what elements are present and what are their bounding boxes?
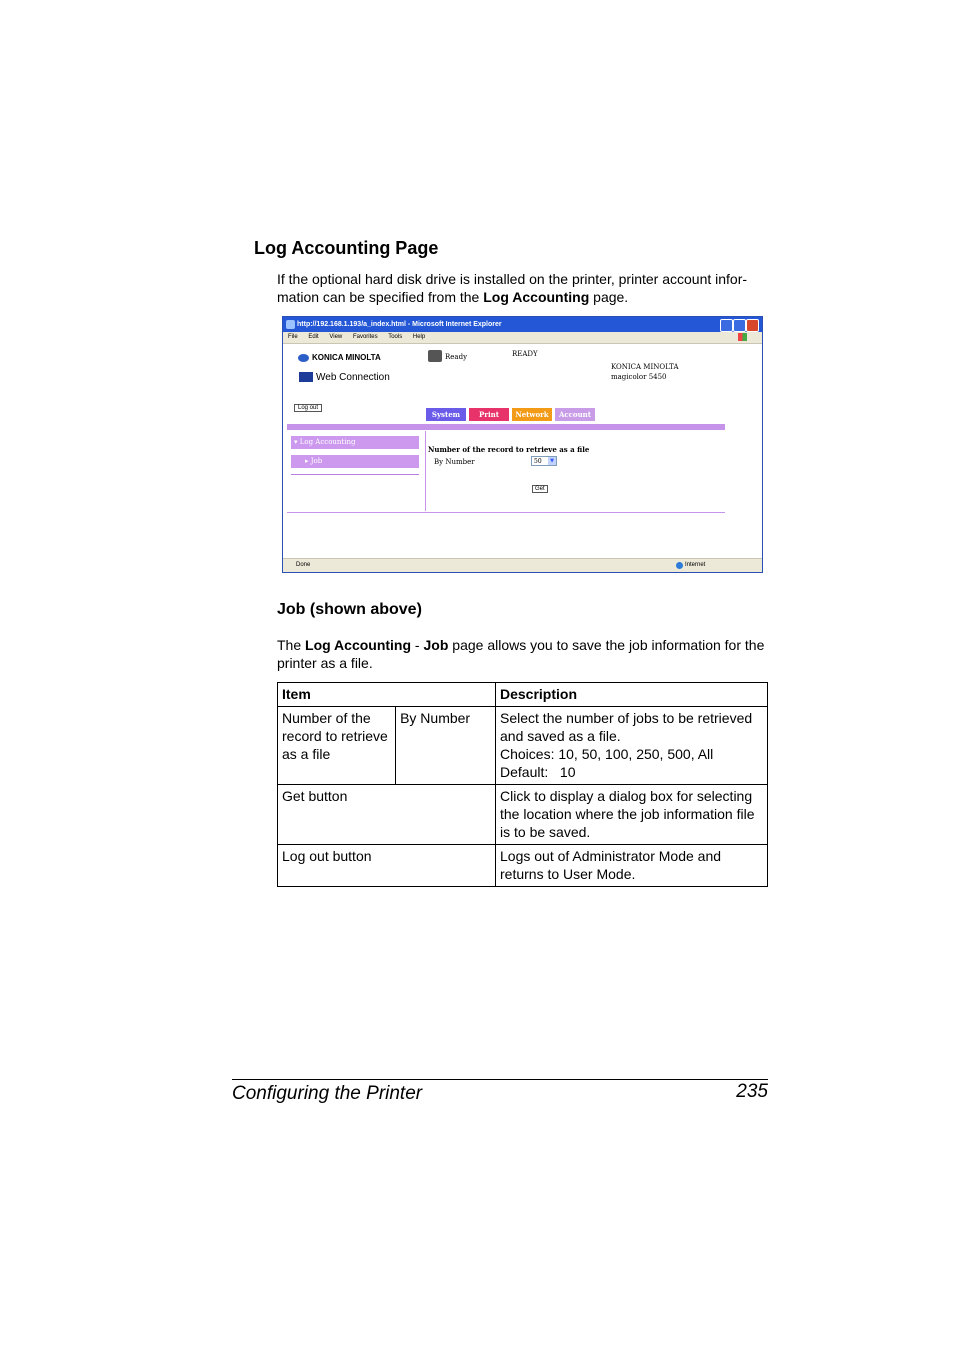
windows-flag-icon: [738, 333, 747, 341]
globe-icon: [298, 354, 309, 362]
menu-edit[interactable]: Edit: [308, 334, 319, 340]
cell-item: Get button: [278, 785, 496, 845]
tab-print[interactable]: Print: [469, 408, 509, 421]
desc-choices: Choices: 10, 50, 100, 250, 500, All: [500, 746, 714, 762]
job-paragraph: The Log Accounting - Job page allows you to save the job information for the printer as a file.: [277, 637, 765, 671]
pagescope-icon: [299, 372, 313, 382]
window-titlebar: [283, 317, 762, 332]
page-title: Log Accounting Page: [254, 238, 439, 258]
header-description: Description: [496, 683, 768, 707]
header-item: Item: [278, 683, 496, 707]
status-done: Done: [296, 562, 311, 568]
cell-item: Log out button: [278, 845, 496, 887]
browser-screenshot: [282, 316, 763, 573]
status-ready-small: Ready: [445, 353, 468, 361]
menubar: [283, 332, 762, 344]
maximize-icon[interactable]: [733, 319, 746, 332]
window-title: http://192.168.1.193/a_index.html - Microsoft Internet Explorer: [297, 321, 502, 328]
internet-zone-icon: [676, 562, 683, 569]
chevron-down-icon: ▼: [548, 457, 556, 465]
form-label: Number of the record to retrieve as a file: [428, 445, 590, 454]
get-button[interactable]: Get: [532, 485, 548, 493]
model-brand: KONICA MINOLTA: [611, 363, 679, 371]
cell-description: Logs out of Administrator Mode and returns to User Mode.: [496, 845, 768, 887]
tab-network[interactable]: Network: [512, 408, 552, 421]
status-zone: Internet: [685, 562, 706, 568]
sidebar-item-job[interactable]: ▸ Job: [291, 455, 419, 468]
cell-description: [496, 707, 768, 785]
tab-account[interactable]: Account: [555, 408, 595, 421]
horizontal-divider: [287, 512, 725, 513]
by-number-select[interactable]: 50 ▼: [531, 456, 557, 466]
status-ready: READY: [512, 350, 538, 358]
printer-icon: [428, 350, 442, 362]
desc-default: Default: 10: [500, 764, 576, 780]
desc-line: Select the number of jobs to be retrieved and saved as a file.: [500, 710, 753, 744]
table-row: [278, 845, 768, 887]
footer-rule: [232, 1079, 768, 1080]
minimize-icon[interactable]: [720, 319, 733, 332]
menu-file[interactable]: File: [288, 334, 298, 340]
table-row: [278, 707, 768, 785]
konica-minolta-logo: KONICA MINOLTA: [298, 353, 381, 362]
model-name: magicolor 5450: [611, 373, 667, 381]
table-row: [278, 785, 768, 845]
cell-subitem: By Number: [396, 707, 496, 785]
vertical-divider: [425, 431, 426, 511]
menu-help[interactable]: Help: [412, 334, 426, 340]
sidebar-item-log-accounting[interactable]: ▾ Log Accounting: [291, 436, 419, 449]
close-icon[interactable]: [746, 319, 759, 332]
page-number: 235: [736, 1081, 768, 1102]
log-out-button[interactable]: Log out: [294, 404, 322, 412]
footer-section: Configuring the Printer: [232, 1083, 423, 1104]
table-header-row: [278, 683, 768, 707]
menu-view[interactable]: View: [329, 334, 343, 340]
cell-description: Click to display a dialog box for selecting the location where the job information file is to be saved.: [496, 785, 768, 845]
tab-underline: [287, 424, 725, 430]
cell-item: Number of the record to retrieve as a file: [278, 707, 396, 785]
by-number-label: By Number: [434, 458, 475, 466]
section-heading: Job (shown above): [277, 601, 422, 618]
sidebar-divider: [291, 474, 419, 475]
intro-paragraph: If the optional hard disk drive is installed on the printer, printer account infor-mation can be specified from the Log Accounting page.: [277, 271, 748, 305]
web-content: [283, 345, 762, 557]
statusbar: [283, 558, 762, 572]
menu-favorites[interactable]: Favorites: [352, 334, 378, 340]
menu-tools[interactable]: Tools: [388, 334, 403, 340]
description-table: [277, 682, 768, 887]
ie-icon: [286, 320, 295, 329]
tab-system[interactable]: System: [426, 408, 466, 421]
web-connection-logo: Web Connection: [299, 372, 390, 383]
